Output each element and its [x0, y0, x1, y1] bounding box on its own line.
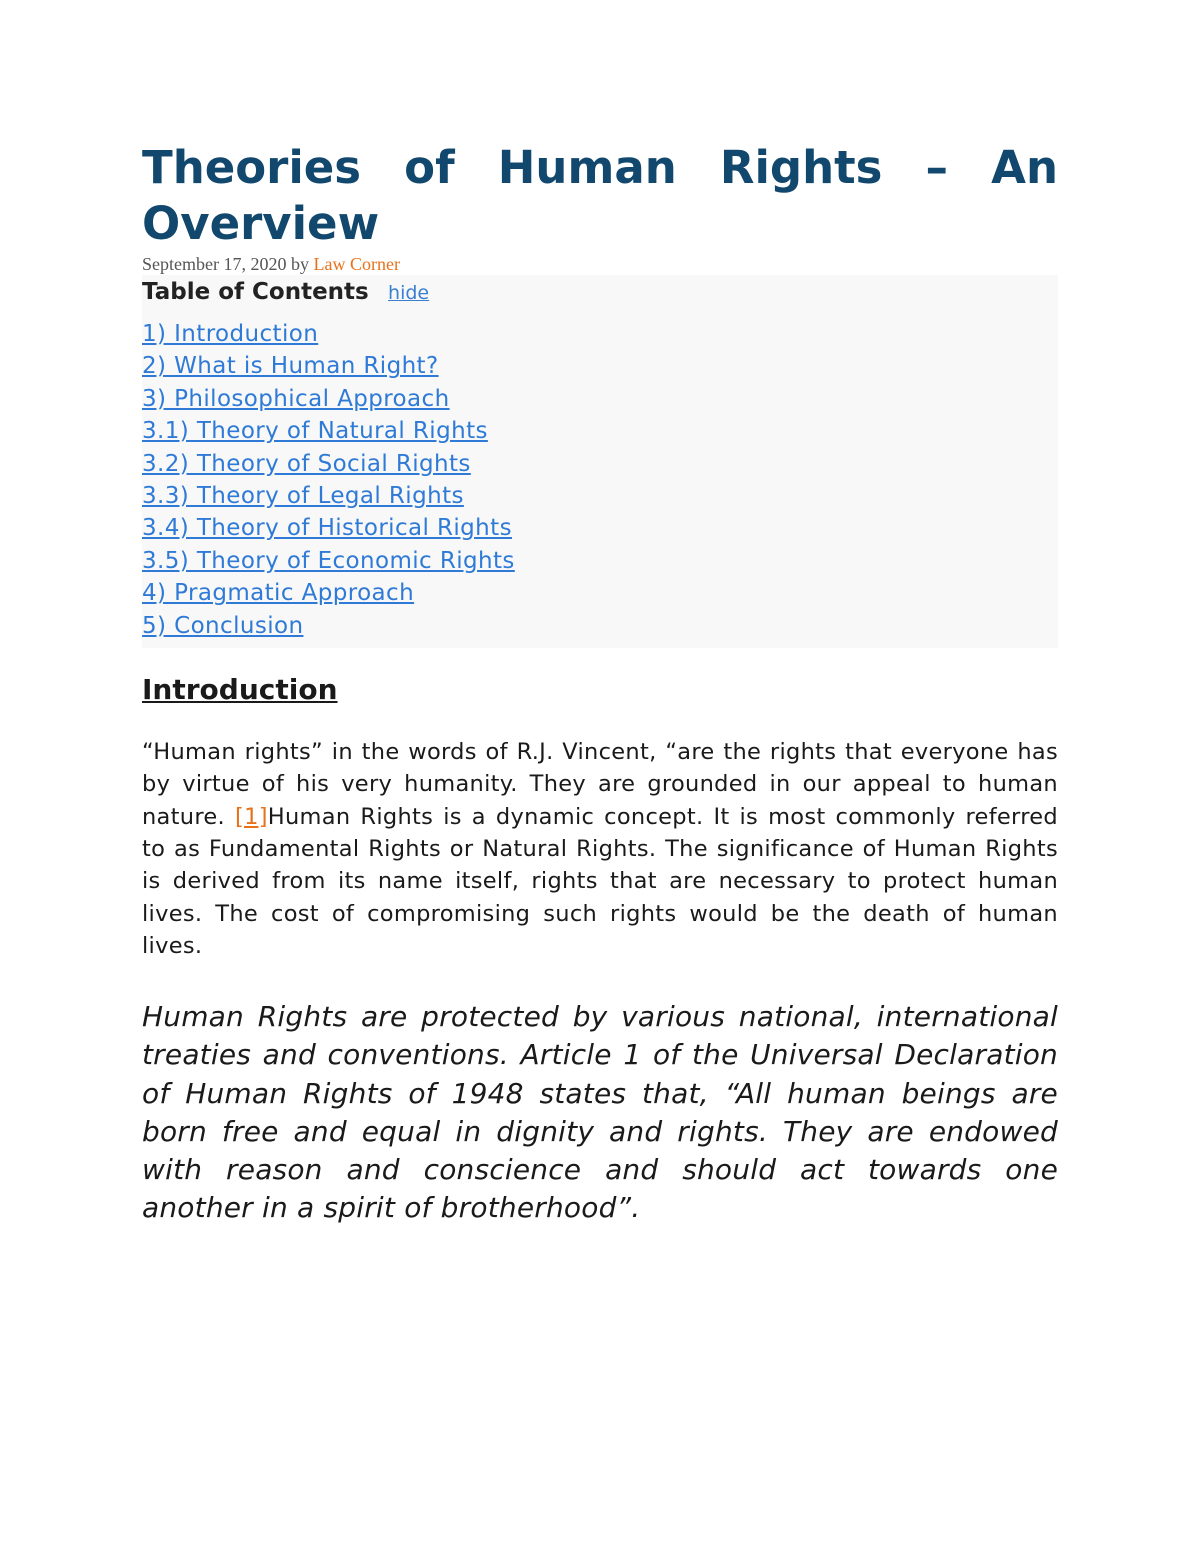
toc-header	[142, 275, 1058, 310]
toc-item-natural-rights[interactable]: 3.1) Theory of Natural Rights	[142, 418, 488, 445]
table-of-contents	[142, 275, 1058, 648]
footnote-ref-1[interactable]: [1]	[235, 803, 268, 830]
intro-text-start: “Human rights” in the words of R.J. Vincent, “are the rights that everyone has by virtue of his very humanity. They are grounded in our appeal to human nature.	[142, 739, 1058, 830]
publish-date: September 17, 2020	[142, 254, 287, 274]
toc-hide-link[interactable]: hide	[388, 282, 430, 304]
introduction-heading: Introduction	[142, 673, 338, 707]
toc-item-what-is-human-right[interactable]: 2) What is Human Right?	[142, 353, 439, 380]
toc-item-philosophical-approach[interactable]: 3) Philosophical Approach	[142, 385, 450, 412]
toc-item-economic-rights[interactable]: 3.5) Theory of Economic Rights	[142, 547, 515, 574]
byline-by: by	[290, 254, 309, 274]
toc-item-historical-rights[interactable]: 3.4) Theory of Historical Rights	[142, 515, 512, 542]
toc-item-social-rights[interactable]: 3.2) Theory of Social Rights	[142, 450, 471, 477]
article-meta	[142, 253, 1058, 275]
intro-text-end: Human Rights is a dynamic concept. It is most commonly referred to as Fundamental Rights or Natural Rights. The significance of Human Rights is derived from its name itself, rights that are necessary to protect human lives. The cost of compromising such rights would be the death of human lives.	[142, 803, 1058, 959]
introduction-paragraph	[142, 736, 1058, 962]
udhr-quote-paragraph: Human Rights are protected by various national, international treaties and conventions. Article 1 of the Universal Declaration of Human Rights of 1948 states that, “All human beings are born free and equal in dignity and rights. They are endowed with reason and conscience and should act towards one another in a spirit of brotherhood”.	[142, 1000, 1058, 1225]
article-title: Theories of Human Rights – An Overview	[142, 141, 1058, 250]
toc-item-introduction[interactable]: 1) Introduction	[142, 321, 319, 347]
toc-list	[142, 318, 1058, 642]
toc-item-conclusion[interactable]: 5) Conclusion	[142, 612, 304, 639]
author-link[interactable]: Law Corner	[313, 254, 400, 274]
article	[142, 140, 1058, 1227]
toc-item-legal-rights[interactable]: 3.3) Theory of Legal Rights	[142, 483, 464, 510]
toc-item-pragmatic-approach[interactable]: 4) Pragmatic Approach	[142, 580, 415, 607]
toc-title: Table of Contents	[142, 279, 369, 305]
